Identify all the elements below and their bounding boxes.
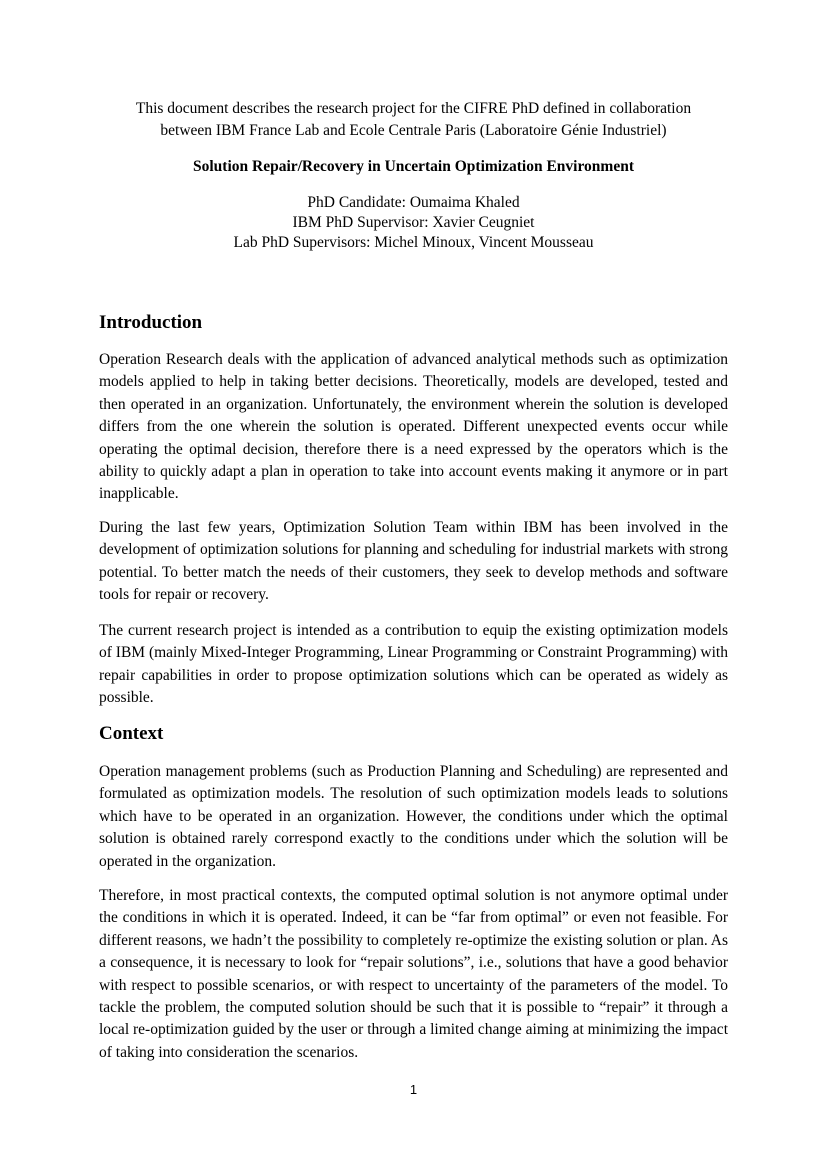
- introduction-heading: Introduction: [99, 312, 203, 333]
- page-number: 1: [409, 1082, 418, 1097]
- lab-supervisors: Lab PhD Supervisors: Michel Minoux, Vincent Mousseau: [233, 234, 594, 251]
- introduction-paragraph: The current research project is intended as a contribution to equip the existing optimization models of IBM (mainly Mixed-Integer Programming, Linear Programming or Constraint Programming) with repair capabilities in order to propose optimization solutions which can be operated as widely as possible.: [99, 622, 728, 707]
- intro-line-1: This document describes the research project for the CIFRE PhD defined in collaboration: [135, 100, 692, 117]
- context-paragraph: Therefore, in most practical contexts, the computed optimal solution is not anymore optimal under the conditions in which it is operated. Indeed, it can be “far from optimal” or even not feasible. For different reasons, we hadn’t the possibility to completely re-optimize the existing solution or plan. As a consequence, it is necessary to look for “repair solutions”, i.e., solutions that have a good behavior with respect to possible scenarios, or with respect to uncertainty of the parameters of the model. To tackle the problem, the computed solution should be such that it is possible to “repair” it through a local re-optimization guided by the user or through a limited change aiming at minimizing the impact of taking into consideration the scenarios.: [99, 887, 728, 1061]
- ibm-supervisor: IBM PhD Supervisor: Xavier Ceugniet: [292, 214, 535, 231]
- phd-candidate: PhD Candidate: Oumaima Khaled: [307, 194, 520, 211]
- document-title: Solution Repair/Recovery in Uncertain Optimization Environment: [192, 158, 635, 175]
- context-heading: Context: [99, 723, 164, 744]
- introduction-paragraph: Operation Research deals with the application of advanced analytical methods such as optimization models applied to help in taking better decisions. Theoretically, models are developed, tested and then operated in an organization. Unfortunately, the environment wherein the solution is developed differs from the one wherein the solution is operated. Different unexpected events occur while operating the optimal decision, therefore there is a need expressed by the operators which is the ability to quickly adapt a plan in operation to take into account events making it anymore or in part inapplicable.: [99, 351, 728, 503]
- introduction-paragraph: During the last few years, Optimization Solution Team within IBM has been involved in the development of optimization solutions for planning and scheduling for industrial markets with strong potential. To better match the needs of their customers, they seek to develop methods and software tools for repair or recovery.: [99, 519, 728, 604]
- context-paragraph: Operation management problems (such as Production Planning and Scheduling) are represented and formulated as optimization models. The resolution of such optimization models leads to solutions which have to be operated in an organization. However, the conditions under which the optimal solution is obtained rarely correspond exactly to the conditions under which the solution will be operated in the organization.: [99, 763, 728, 870]
- author-block: [60, 193, 767, 253]
- intro-line-2: between IBM France Lab and Ecole Centrale Paris (Laboratoire Génie Industriel): [160, 122, 667, 139]
- document-intro: [60, 98, 767, 142]
